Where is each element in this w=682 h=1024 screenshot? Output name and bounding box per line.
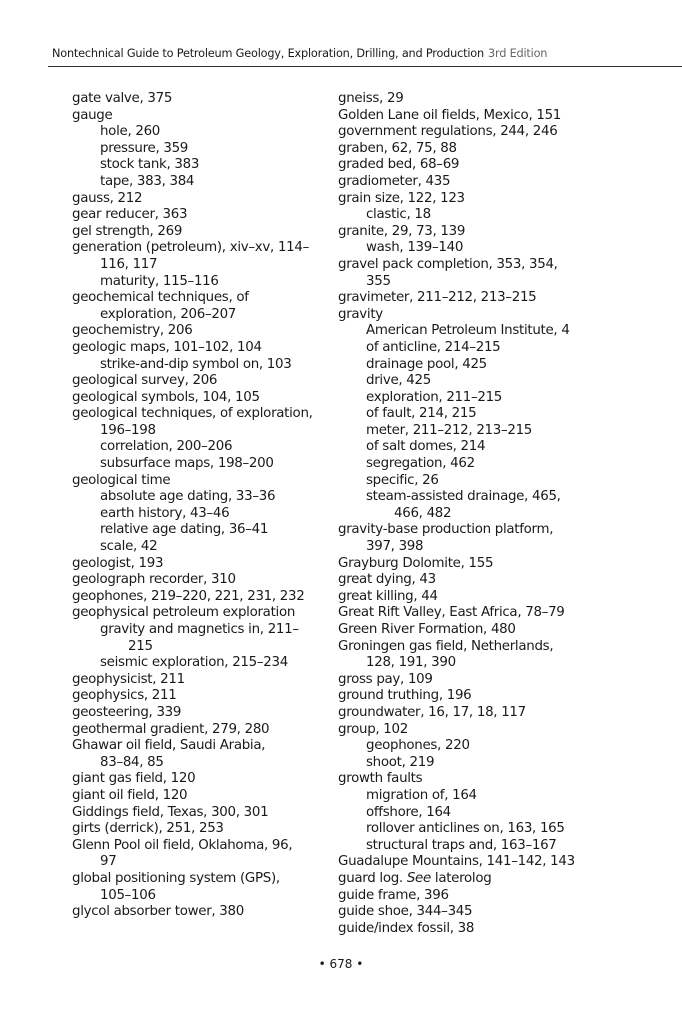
index-entry xyxy=(338,157,600,174)
entry-text: 105–106 xyxy=(100,887,156,903)
entry-text: exploration, 206–207 xyxy=(100,306,237,322)
index-entry xyxy=(338,639,600,656)
index-subentry xyxy=(72,639,330,656)
entry-text: gravity xyxy=(338,306,383,322)
entry-text: geophysics, 211 xyxy=(72,688,177,704)
entry-text: migration of, 164 xyxy=(366,787,477,803)
index-entry xyxy=(72,390,330,407)
entry-text: 128, 191, 390 xyxy=(366,655,456,671)
index-subentry xyxy=(72,174,330,191)
index-subentry xyxy=(338,788,600,805)
entry-text: groundwater, 16, 17, 18, 117 xyxy=(338,704,526,720)
index-entry xyxy=(338,705,600,722)
entry-text: scale, 42 xyxy=(100,539,158,555)
entry-text: 116, 117 xyxy=(100,256,158,272)
entry-text: exploration, 211–215 xyxy=(366,389,503,405)
index-subentry xyxy=(72,257,330,274)
index-entry xyxy=(338,141,600,158)
index-subentry xyxy=(72,357,330,374)
entry-text: gear reducer, 363 xyxy=(72,207,188,223)
index-entry xyxy=(338,257,600,274)
entry-text: guide shoe, 344–345 xyxy=(338,904,473,920)
index-subentry xyxy=(72,522,330,539)
entry-text: Glenn Pool oil field, Oklahoma, 96, xyxy=(72,837,293,853)
index-subentry xyxy=(338,340,600,357)
index-entry xyxy=(72,224,330,241)
entry-text: clastic, 18 xyxy=(366,207,431,223)
entry-text: gradiometer, 435 xyxy=(338,173,451,189)
entry-text: geologist, 193 xyxy=(72,555,164,571)
index-entry xyxy=(72,722,330,739)
index-entry xyxy=(338,191,600,208)
entry-text: American Petroleum Institute, 4 xyxy=(366,323,570,339)
index-entry xyxy=(72,108,330,125)
entry-text: earth history, 43–46 xyxy=(100,505,230,521)
index-entry xyxy=(72,323,330,340)
entry-text: giant gas field, 120 xyxy=(72,771,196,787)
index-subentry xyxy=(338,390,600,407)
index-entry xyxy=(72,207,330,224)
entry-text: Giddings field, Texas, 300, 301 xyxy=(72,804,269,820)
index-subentry xyxy=(338,655,600,672)
entry-text: absolute age dating, 33–36 xyxy=(100,489,276,505)
entry-text: drive, 425 xyxy=(366,373,431,389)
index-subentry xyxy=(338,489,600,506)
index-subentry xyxy=(72,456,330,473)
index-entry xyxy=(72,738,330,755)
index-entry xyxy=(72,705,330,722)
index-entry xyxy=(338,722,600,739)
entry-text: geothermal gradient, 279, 280 xyxy=(72,721,270,737)
index-entry xyxy=(72,191,330,208)
index-entry xyxy=(72,373,330,390)
entry-text: geophysicist, 211 xyxy=(72,671,185,687)
edition-label: 3rd Edition xyxy=(487,47,548,60)
index-subentry xyxy=(72,124,330,141)
index-subentry xyxy=(72,489,330,506)
index-entry xyxy=(338,91,600,108)
index-column-right xyxy=(338,91,600,937)
index-entry xyxy=(338,174,600,191)
index-subentry xyxy=(72,439,330,456)
entry-text: gauge xyxy=(72,107,113,123)
entry-text: structural traps and, 163–167 xyxy=(366,837,557,853)
entry-text: 97 xyxy=(100,854,117,870)
entry-text: growth faults xyxy=(338,771,423,787)
entry-text: graben, 62, 75, 88 xyxy=(338,140,457,156)
entry-text: maturity, 115–116 xyxy=(100,273,219,289)
running-header xyxy=(52,47,652,60)
index-entry xyxy=(338,921,600,938)
index-subentry xyxy=(72,506,330,523)
index-subentry xyxy=(72,888,330,905)
entry-text: hole, 260 xyxy=(100,124,161,140)
index-entry xyxy=(338,888,600,905)
entry-text: strike-and-dip symbol on, 103 xyxy=(100,356,292,372)
entry-text: geochemical techniques, of xyxy=(72,290,249,306)
entry-text: gel strength, 269 xyxy=(72,223,183,239)
index-entry xyxy=(72,605,330,622)
index-subentry xyxy=(338,738,600,755)
index-subentry xyxy=(338,323,600,340)
entry-text: ground truthing, 196 xyxy=(338,688,472,704)
entry-text: Green River Formation, 480 xyxy=(338,622,516,637)
entry-text: of salt domes, 214 xyxy=(366,439,486,455)
entry-text: gauss, 212 xyxy=(72,190,143,206)
entry-text: 196–198 xyxy=(100,422,156,438)
entry-text: 215 xyxy=(128,638,153,654)
index-subentry xyxy=(72,622,330,639)
entry-text: Golden Lane oil fields, Mexico, 151 xyxy=(338,107,562,123)
index-subentry xyxy=(338,755,600,772)
entry-text: 466, 482 xyxy=(394,505,452,521)
entry-text: geological survey, 206 xyxy=(72,373,218,389)
index-entry xyxy=(338,871,600,888)
entry-text: geophones, 220 xyxy=(366,738,470,754)
index-subentry xyxy=(72,141,330,158)
index-subentry xyxy=(338,207,600,224)
entry-text: group, 102 xyxy=(338,721,408,737)
index-entry xyxy=(338,622,600,639)
entry-text: Ghawar oil field, Saudi Arabia, xyxy=(72,738,266,754)
index-entry xyxy=(338,904,600,921)
index-subentry xyxy=(338,506,600,523)
entry-text: guide frame, 396 xyxy=(338,887,449,903)
entry-text: shoot, 219 xyxy=(366,754,435,770)
entry-text: geological techniques, of exploration, xyxy=(72,406,313,422)
index-entry xyxy=(338,672,600,689)
index-entry xyxy=(338,307,600,324)
index-entry xyxy=(72,688,330,705)
index-entry xyxy=(338,124,600,141)
index-subentry xyxy=(338,406,600,423)
index-entry xyxy=(72,589,330,606)
entry-text: Guadalupe Mountains, 141–142, 143 xyxy=(338,854,575,870)
index-entry xyxy=(72,91,330,108)
entry-text: gate valve, 375 xyxy=(72,91,173,106)
entry-text: subsurface maps, 198–200 xyxy=(100,456,274,472)
index-entry xyxy=(72,240,330,257)
index-subentry xyxy=(338,539,600,556)
entry-text: 355 xyxy=(366,273,391,289)
entry-text: meter, 211–212, 213–215 xyxy=(366,422,533,438)
index-entry xyxy=(72,340,330,357)
index-subentry xyxy=(338,240,600,257)
entry-text: Great Rift Valley, East Africa, 78–79 xyxy=(338,605,565,621)
index-subentry xyxy=(72,274,330,291)
index-entry xyxy=(72,871,330,888)
index-entry xyxy=(338,556,600,573)
entry-text: gravity and magnetics in, 211– xyxy=(100,622,299,637)
entry-text: grain size, 122, 123 xyxy=(338,190,465,206)
index-entry xyxy=(338,290,600,307)
index-subentry xyxy=(338,805,600,822)
entry-text: wash, 139–140 xyxy=(366,240,464,256)
entry-text: correlation, 200–206 xyxy=(100,439,233,455)
index-entry xyxy=(338,522,600,539)
index-entry xyxy=(72,805,330,822)
entry-text: offshore, 164 xyxy=(366,804,451,820)
index-subentry xyxy=(72,539,330,556)
entry-text: 397, 398 xyxy=(366,539,424,555)
entry-text: tape, 383, 384 xyxy=(100,173,195,189)
entry-text: great killing, 44 xyxy=(338,588,438,604)
entry-text: gravity-base production platform, xyxy=(338,522,554,538)
index-entry xyxy=(338,572,600,589)
index-entry xyxy=(72,290,330,307)
entry-text: gneiss, 29 xyxy=(338,91,404,106)
index-subentry xyxy=(72,307,330,324)
entry-text: granite, 29, 73, 139 xyxy=(338,223,466,239)
entry-text: geologic maps, 101–102, 104 xyxy=(72,339,262,355)
entry-text: rollover anticlines on, 163, 165 xyxy=(366,821,565,837)
index-subentry xyxy=(72,655,330,672)
index-subentry xyxy=(338,838,600,855)
entry-text: specific, 26 xyxy=(366,472,439,488)
index-subentry xyxy=(72,423,330,440)
index-entry xyxy=(338,108,600,125)
entry-text: 83–84, 85 xyxy=(100,754,164,770)
index-entry xyxy=(72,572,330,589)
index-subentry xyxy=(338,439,600,456)
index-subentry xyxy=(338,473,600,490)
index-entry xyxy=(72,904,330,921)
index-entry xyxy=(338,688,600,705)
page-number: • 678 • xyxy=(318,957,364,971)
index-entry xyxy=(72,406,330,423)
book-title: Nontechnical Guide to Petroleum Geology, Exploration, Drilling, and Production xyxy=(52,47,484,60)
entry-text: of anticline, 214–215 xyxy=(366,339,501,355)
entry-text: steam-assisted drainage, 465, xyxy=(366,489,561,505)
index-subentry xyxy=(338,423,600,440)
entry-text: stock tank, 383 xyxy=(100,157,200,173)
entry-text: geological symbols, 104, 105 xyxy=(72,389,260,405)
entry-text: geosteering, 339 xyxy=(72,704,182,720)
index-subentry xyxy=(338,357,600,374)
index-entry xyxy=(338,589,600,606)
entry-text: Groningen gas field, Netherlands, xyxy=(338,638,554,654)
see-target: laterolog xyxy=(430,870,492,886)
entry-text: generation (petroleum), xiv–xv, 114– xyxy=(72,240,310,256)
index-entry xyxy=(72,788,330,805)
entry-text: glycol absorber tower, 380 xyxy=(72,904,244,920)
index-entry xyxy=(72,771,330,788)
entry-text: great dying, 43 xyxy=(338,572,436,588)
see-reference: See xyxy=(406,870,431,886)
entry-text: geological time xyxy=(72,472,171,488)
index-subentry xyxy=(338,456,600,473)
entry-text: seismic exploration, 215–234 xyxy=(100,655,288,671)
entry-text: geolograph recorder, 310 xyxy=(72,572,236,588)
index-entry xyxy=(338,224,600,241)
entry-text: geochemistry, 206 xyxy=(72,323,193,339)
entry-text: guard log. xyxy=(338,870,407,886)
entry-text: giant oil field, 120 xyxy=(72,787,188,803)
entry-text: segregation, 462 xyxy=(366,456,475,472)
entry-text: government regulations, 244, 246 xyxy=(338,124,558,140)
entry-text: graded bed, 68–69 xyxy=(338,157,460,173)
entry-text: gravimeter, 211–212, 213–215 xyxy=(338,290,537,306)
index-column-left xyxy=(72,91,330,921)
entry-text: global positioning system (GPS), xyxy=(72,870,280,886)
entry-text: geophysical petroleum exploration xyxy=(72,605,296,621)
entry-text: girts (derrick), 251, 253 xyxy=(72,821,224,837)
entry-text: relative age dating, 36–41 xyxy=(100,522,269,538)
index-subentry xyxy=(72,157,330,174)
entry-text: pressure, 359 xyxy=(100,140,189,156)
index-subentry xyxy=(72,854,330,871)
index-entry xyxy=(72,672,330,689)
index-entry xyxy=(72,838,330,855)
index-subentry xyxy=(338,821,600,838)
entry-text: of fault, 214, 215 xyxy=(366,406,477,422)
index-entry xyxy=(338,771,600,788)
index-entry xyxy=(338,854,600,871)
entry-text: gross pay, 109 xyxy=(338,671,433,687)
index-subentry xyxy=(338,373,600,390)
entry-text: gravel pack completion, 353, 354, xyxy=(338,256,558,272)
index-subentry xyxy=(72,755,330,772)
index-subentry xyxy=(338,274,600,291)
entry-text: guide/index fossil, 38 xyxy=(338,920,475,936)
index-entry xyxy=(338,605,600,622)
header-rule xyxy=(48,66,682,67)
entry-text: drainage pool, 425 xyxy=(366,356,487,372)
index-entry xyxy=(72,556,330,573)
entry-text: Grayburg Dolomite, 155 xyxy=(338,555,494,571)
index-entry xyxy=(72,473,330,490)
entry-text: geophones, 219–220, 221, 231, 232 xyxy=(72,588,305,604)
index-entry xyxy=(72,821,330,838)
